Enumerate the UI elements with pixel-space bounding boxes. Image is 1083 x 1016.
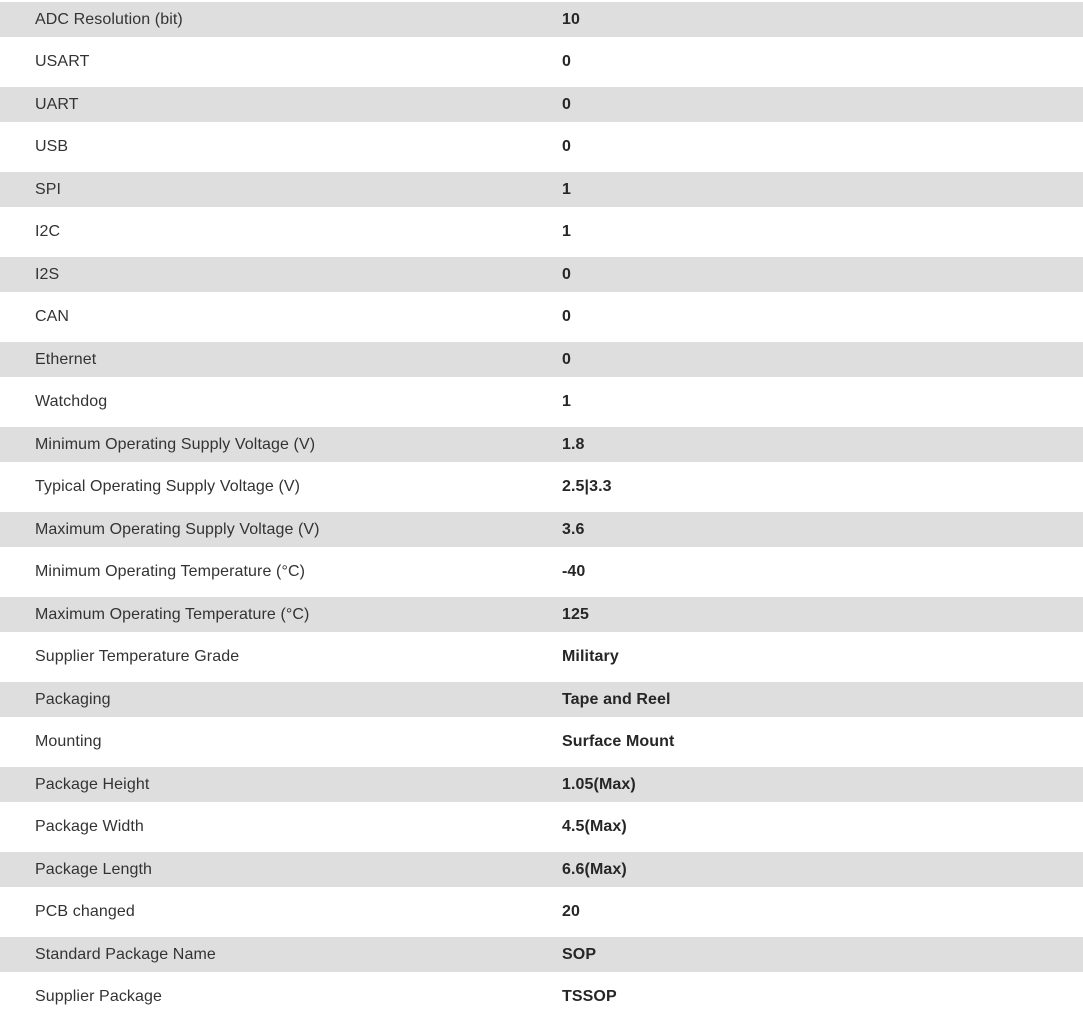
spec-row (0, 767, 1083, 802)
spec-label: Supplier Package (35, 988, 163, 1005)
spec-label: Minimum Operating Temperature (°C) (35, 563, 306, 580)
spec-label: UART (35, 95, 79, 113)
spec-value: Surface Mount (562, 733, 675, 750)
spec-row (0, 725, 1083, 760)
spec-row (0, 597, 1083, 632)
spec-row (0, 87, 1083, 122)
spec-value: SOP (562, 945, 597, 963)
spec-row (0, 427, 1083, 462)
spec-row (0, 512, 1083, 547)
spec-value: Military (562, 648, 619, 665)
spec-row (0, 980, 1083, 1015)
spec-label: Package Height (35, 775, 150, 793)
spec-value: 1.8 (562, 435, 585, 453)
spec-row (0, 385, 1083, 420)
spec-value: 1.05(Max) (562, 775, 636, 793)
spec-value: 125 (562, 605, 589, 623)
spec-label: Watchdog (35, 393, 108, 410)
spec-label: Packaging (35, 690, 111, 708)
spec-row (0, 257, 1083, 292)
spec-label: Ethernet (35, 350, 97, 368)
spec-value: -40 (562, 563, 586, 580)
spec-row (0, 682, 1083, 717)
spec-value: TSSOP (562, 988, 617, 1005)
spec-value: 0 (562, 138, 571, 155)
spec-label: Standard Package Name (35, 945, 216, 963)
spec-label: Package Width (35, 818, 144, 835)
spec-value: Tape and Reel (562, 690, 671, 708)
spec-value: 0 (562, 95, 571, 113)
spec-row (0, 172, 1083, 207)
spec-value: 3.6 (562, 520, 585, 538)
spec-row (0, 470, 1083, 505)
spec-row (0, 300, 1083, 335)
spec-value: 0 (562, 53, 571, 70)
spec-label: CAN (35, 308, 70, 325)
spec-label: PCB changed (35, 903, 135, 920)
spec-row (0, 130, 1083, 165)
spec-value: 1 (562, 393, 571, 410)
spec-row (0, 45, 1083, 80)
spec-label: SPI (35, 180, 62, 198)
spec-label: Maximum Operating Supply Voltage (V) (35, 520, 320, 538)
spec-value: 0 (562, 265, 571, 283)
spec-row (0, 937, 1083, 972)
spec-label: I2C (35, 223, 61, 240)
spec-row (0, 342, 1083, 377)
spec-value: 2.5|3.3 (562, 478, 612, 495)
spec-label: Package Length (35, 860, 153, 878)
spec-label: ADC Resolution (bit) (35, 10, 183, 28)
spec-label: Minimum Operating Supply Voltage (V) (35, 435, 316, 453)
spec-value: 1 (562, 223, 571, 240)
spec-value: 20 (562, 903, 580, 920)
spec-label: I2S (35, 265, 60, 283)
spec-label: Maximum Operating Temperature (°C) (35, 605, 310, 623)
spec-row (0, 640, 1083, 675)
spec-value: 1 (562, 180, 571, 198)
spec-row (0, 555, 1083, 590)
spec-value: 0 (562, 350, 571, 368)
spec-value: 0 (562, 308, 571, 325)
spec-row (0, 852, 1083, 887)
spec-row (0, 810, 1083, 845)
spec-row (0, 215, 1083, 250)
spec-row (0, 2, 1083, 37)
spec-value: 10 (562, 10, 580, 28)
spec-value: 4.5(Max) (562, 818, 627, 835)
spec-label: Typical Operating Supply Voltage (V) (35, 478, 301, 495)
spec-label: USB (35, 138, 69, 155)
spec-label: Supplier Temperature Grade (35, 648, 240, 665)
spec-value: 6.6(Max) (562, 860, 627, 878)
spec-label: USART (35, 53, 90, 70)
spec-label: Mounting (35, 733, 102, 750)
spec-row (0, 895, 1083, 930)
